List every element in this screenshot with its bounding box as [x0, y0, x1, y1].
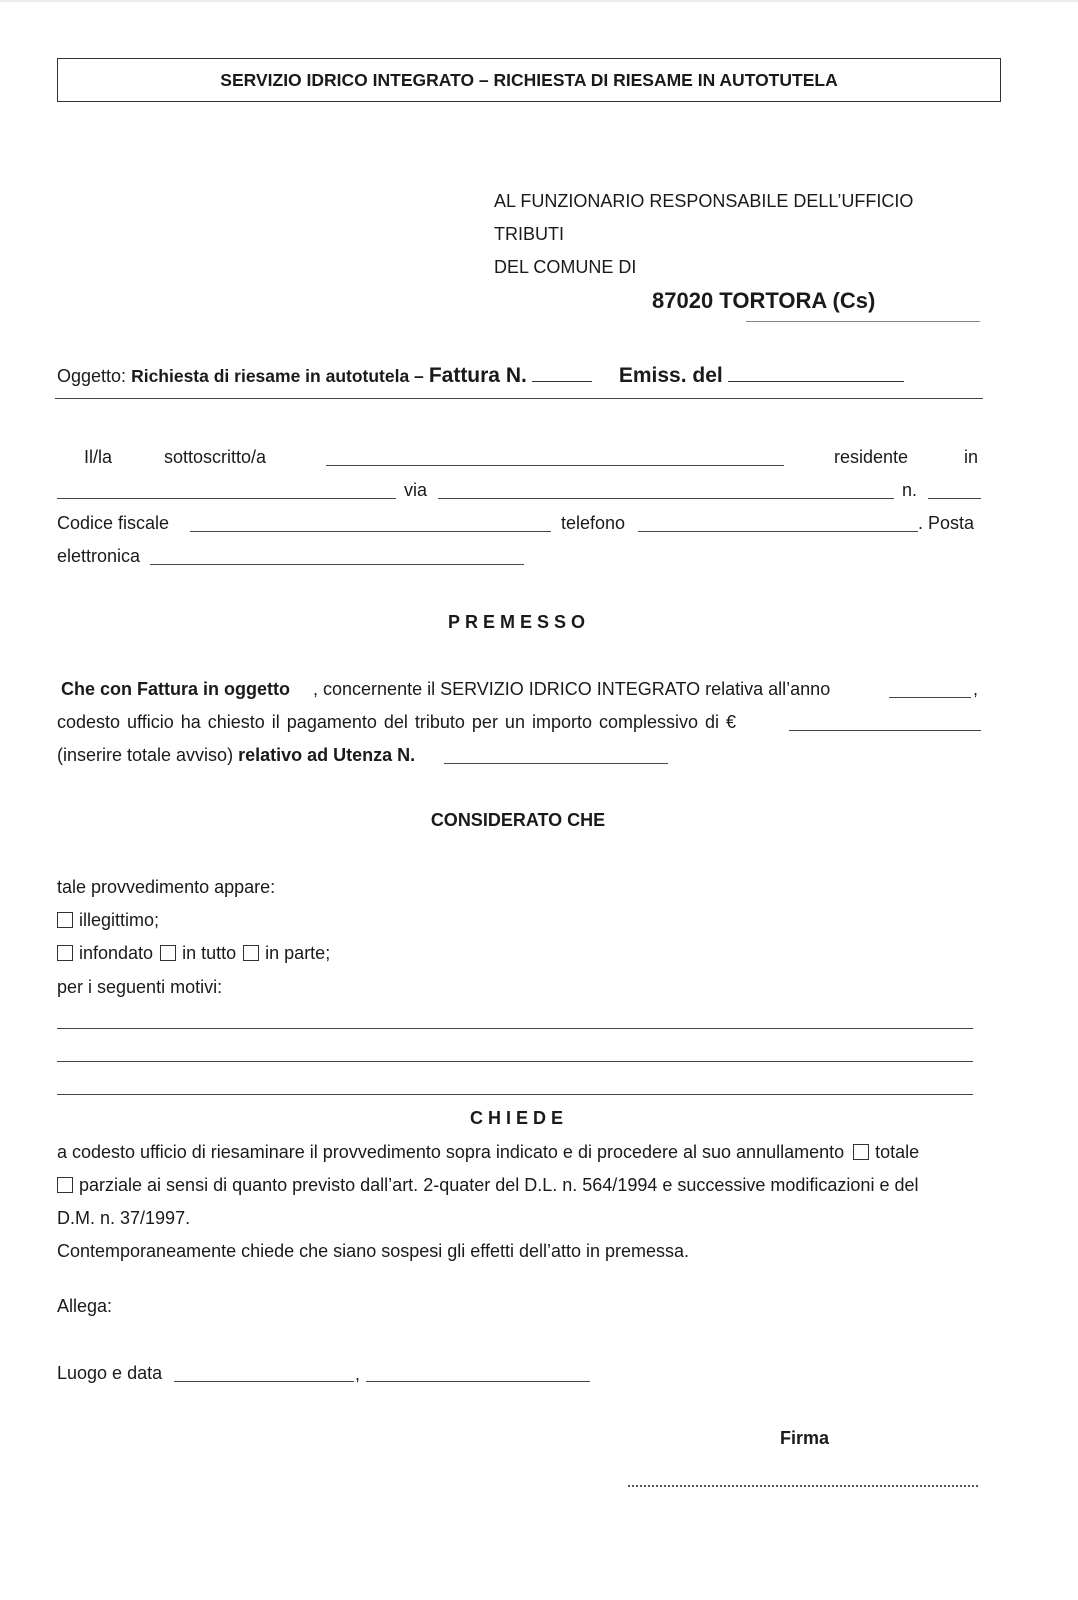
invoice-number-field[interactable] — [532, 365, 592, 382]
signature-field[interactable] — [628, 1485, 978, 1487]
page-top-edge — [0, 0, 1078, 2]
via-label: via — [404, 480, 428, 500]
chiede-line-3: D.M. n. 37/1997. — [57, 1208, 191, 1228]
allega-label: Allega: — [57, 1296, 113, 1316]
amount-field[interactable] — [789, 730, 981, 731]
email-field[interactable] — [150, 564, 524, 565]
resident-label: residente — [834, 447, 909, 467]
municipality-underline — [746, 321, 980, 322]
signature-label: Firma — [780, 1428, 830, 1448]
phone-label: telefono — [561, 513, 626, 533]
chiede-line-2 — [57, 1175, 918, 1196]
place-field[interactable] — [174, 1381, 354, 1382]
issue-date-field[interactable] — [728, 365, 904, 382]
checkbox-infondato[interactable] — [57, 945, 73, 961]
recipient-line-3: DEL COMUNE DI — [494, 257, 637, 277]
premesso-line-2: codesto ufficio ha chiesto il pagamento del tributo per un importo complessivo di € — [57, 712, 737, 732]
subject-divider — [55, 398, 983, 399]
option-infondato-label: infondato — [79, 943, 154, 963]
invoice-number-label: Fattura N. — [428, 364, 527, 387]
subject-line — [57, 364, 904, 388]
option-in-tutto-label: in tutto — [182, 943, 237, 963]
checkbox-parziale[interactable] — [57, 1177, 73, 1193]
tax-code-field[interactable] — [190, 531, 551, 532]
email-label-part1: . Posta — [918, 513, 975, 533]
chiede-line-1 — [57, 1142, 919, 1163]
premesso-line-3-bold: relativo ad Utenza N. — [238, 745, 416, 765]
place-date-label: Luogo e data — [57, 1363, 163, 1383]
option-illegittimo-label: illegittimo; — [79, 910, 160, 930]
undersigned-label: sottoscritto/a — [164, 447, 267, 467]
street-field[interactable] — [438, 498, 894, 499]
considerato-intro: tale provvedimento appare: — [57, 877, 276, 897]
chiede-line-1-text: a codesto ufficio di riesaminare il provvedimento sopra indicato e di procedere al suo annullamento — [57, 1142, 845, 1162]
recipient-line-1: AL FUNZIONARIO RESPONSABILE DELL’UFFICIO — [494, 191, 914, 211]
option-totale-label: totale — [875, 1142, 920, 1162]
premesso-line-3 — [57, 745, 415, 766]
issue-date-label: Emiss. del — [618, 364, 723, 387]
tax-code-label: Codice fiscale — [57, 513, 170, 533]
in-label: in — [964, 447, 979, 467]
street-number-field[interactable] — [928, 498, 981, 499]
date-field[interactable] — [366, 1381, 590, 1382]
phone-field[interactable] — [638, 531, 918, 532]
place-date-separator: , — [355, 1364, 361, 1384]
reasons-line-1[interactable] — [57, 1028, 973, 1029]
premesso-line-1-text: , concernente il SERVIZIO IDRICO INTEGRATO relativa all’anno — [313, 679, 831, 699]
premesso-line-3-text: (inserire totale avviso) — [57, 745, 234, 765]
checkbox-in-tutto[interactable] — [160, 945, 176, 961]
number-label: n. — [902, 480, 918, 500]
name-field[interactable] — [326, 465, 784, 466]
reasons-line-3[interactable] — [57, 1094, 973, 1095]
subject-text: Richiesta di riesame in autotutela – — [131, 366, 424, 386]
utenza-number-field[interactable] — [444, 763, 668, 764]
city-field[interactable] — [57, 498, 396, 499]
checkbox-totale[interactable] — [853, 1144, 869, 1160]
checkbox-in-parte[interactable] — [243, 945, 259, 961]
document-title: SERVIZIO IDRICO INTEGRATO – RICHIESTA DI RIESAME IN AUTOTUTELA — [57, 58, 1001, 102]
year-comma: , — [973, 679, 979, 699]
checkbox-illegittimo[interactable] — [57, 912, 73, 928]
subject-label: Oggetto: — [57, 366, 127, 386]
chiede-heading: CHIEDE — [469, 1108, 568, 1128]
email-label-part2: elettronica — [57, 546, 141, 566]
reasons-label: per i seguenti motivi: — [57, 977, 223, 997]
option-illegittimo[interactable] — [57, 910, 159, 931]
premesso-line-1 — [61, 679, 830, 700]
chiede-line-4: Contemporaneamente chiede che siano sospesi gli effetti dell’atto in premessa. — [57, 1241, 690, 1261]
year-field[interactable] — [889, 697, 971, 698]
reasons-line-2[interactable] — [57, 1061, 973, 1062]
premesso-heading: PREMESSO — [447, 612, 591, 632]
option-infondato-row — [57, 943, 330, 964]
recipient-line-2: TRIBUTI — [494, 224, 564, 244]
option-parziale-label: parziale ai sensi di quanto previsto dall’art. 2-quater del D.L. n. 564/1994 e successive modificazioni e del — [79, 1175, 919, 1195]
recipient-municipality: 87020 TORTORA (Cs) — [652, 288, 876, 313]
il-la-label: Il/la — [84, 447, 113, 467]
premesso-line-1-bold: Che con Fattura in oggetto — [61, 679, 290, 699]
considerato-heading: CONSIDERATO CHE — [430, 810, 606, 830]
option-in-parte-label: in parte; — [265, 943, 331, 963]
